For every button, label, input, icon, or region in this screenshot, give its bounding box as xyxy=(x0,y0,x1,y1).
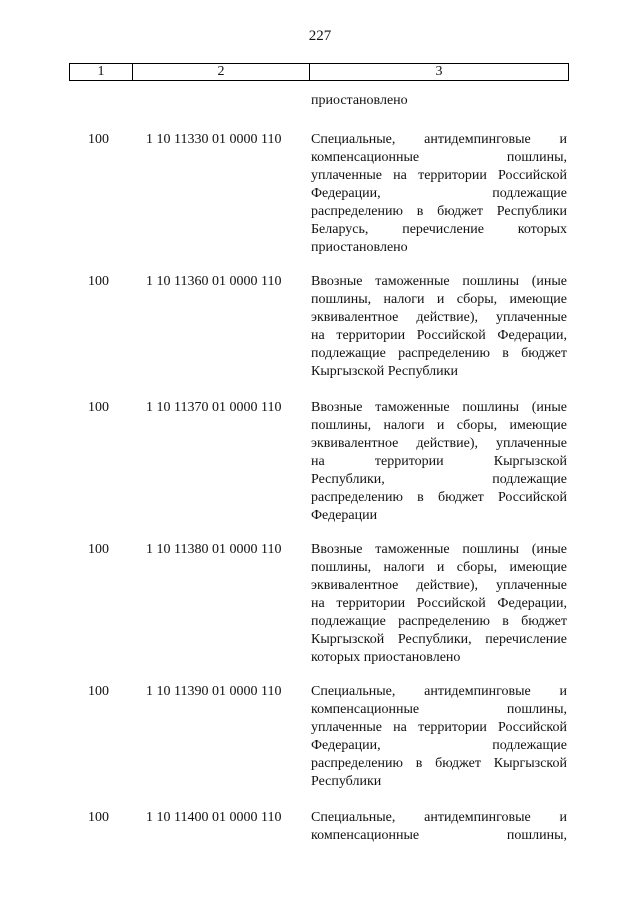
description-line: на территории Российской Федерации, xyxy=(311,328,567,343)
page-number: 227 xyxy=(308,28,332,44)
description-line: подлежащие распределению в бюджет xyxy=(311,346,567,361)
row-description xyxy=(311,683,567,791)
description-line: Ввозные таможенные пошлины (иные xyxy=(311,274,567,289)
description-line: на территории Российской Федерации, xyxy=(311,596,567,611)
description-line: пошлины, налоги и сборы, имеющие xyxy=(311,292,567,307)
row-admin-code: 100 xyxy=(88,400,109,415)
row-admin-code: 100 xyxy=(88,810,109,825)
description-line: Федерации, подлежащие xyxy=(311,738,567,753)
description-line: эквивалентное действие), уплаченные xyxy=(311,578,567,593)
row-description xyxy=(311,273,567,381)
row-budget-code: 1 10 11330 01 0000 110 xyxy=(146,132,282,147)
description-line: Федерации, подлежащие xyxy=(311,186,567,201)
description-line: распределению в бюджет Российской xyxy=(311,490,567,505)
row-admin-code: 100 xyxy=(88,542,109,557)
description-line: на территории Кыргызской xyxy=(311,454,567,469)
description-line: компенсационные пошлины, xyxy=(311,828,567,843)
description-line: уплаченные на территории Российской xyxy=(311,168,567,183)
description-line: Кыргызской Республики, перечисление xyxy=(311,632,567,647)
description-line: которых приостановлено xyxy=(311,650,461,665)
description-line: Кыргызской Республики xyxy=(311,364,458,379)
description-line: Федерации xyxy=(311,508,378,523)
row-description xyxy=(311,809,567,845)
row-description xyxy=(311,131,567,257)
description-line: Ввозные таможенные пошлины (иные xyxy=(311,400,567,415)
description-line: эквивалентное действие), уплаченные xyxy=(311,310,567,325)
description-line: Республики, подлежащие xyxy=(311,472,567,487)
description-line: эквивалентное действие), уплаченные xyxy=(311,436,567,451)
header-col-3: 3 xyxy=(435,64,443,79)
description-line: Беларусь, перечисление которых xyxy=(311,222,567,237)
description-line: уплаченные на территории Российской xyxy=(311,720,567,735)
row-admin-code: 100 xyxy=(88,274,109,289)
description-line: Специальные, антидемпинговые и xyxy=(311,810,567,825)
description-line: Республики xyxy=(311,774,382,789)
row-budget-code: 1 10 11360 01 0000 110 xyxy=(146,274,282,289)
description-line: распределению в бюджет Республики xyxy=(311,204,567,219)
description-line: компенсационные пошлины, xyxy=(311,702,567,717)
row-budget-code: 1 10 11400 01 0000 110 xyxy=(146,810,282,825)
description-line: распределению в бюджет Кыргызской xyxy=(311,756,567,771)
description-line: приостановлено xyxy=(311,240,408,255)
description-line: Специальные, антидемпинговые и xyxy=(311,132,567,147)
description-line: пошлины, налоги и сборы, имеющие xyxy=(311,560,567,575)
row-budget-code: 1 10 11370 01 0000 110 xyxy=(146,400,282,415)
description-line: подлежащие распределению в бюджет xyxy=(311,614,567,629)
header-col-2: 2 xyxy=(133,64,310,80)
row-budget-code: 1 10 11380 01 0000 110 xyxy=(146,542,282,557)
continuation-text: приостановлено xyxy=(311,93,408,108)
table-header xyxy=(69,63,569,81)
description-line: Ввозные таможенные пошлины (иные xyxy=(311,542,567,557)
row-admin-code: 100 xyxy=(88,684,109,699)
description-line: Специальные, антидемпинговые и xyxy=(311,684,567,699)
row-admin-code: 100 xyxy=(88,132,109,147)
row-description xyxy=(311,399,567,525)
description-line: пошлины, налоги и сборы, имеющие xyxy=(311,418,567,433)
description-line: компенсационные пошлины, xyxy=(311,150,567,165)
row-description xyxy=(311,541,567,667)
header-col-1: 1 xyxy=(70,64,133,80)
row-budget-code: 1 10 11390 01 0000 110 xyxy=(146,684,282,699)
